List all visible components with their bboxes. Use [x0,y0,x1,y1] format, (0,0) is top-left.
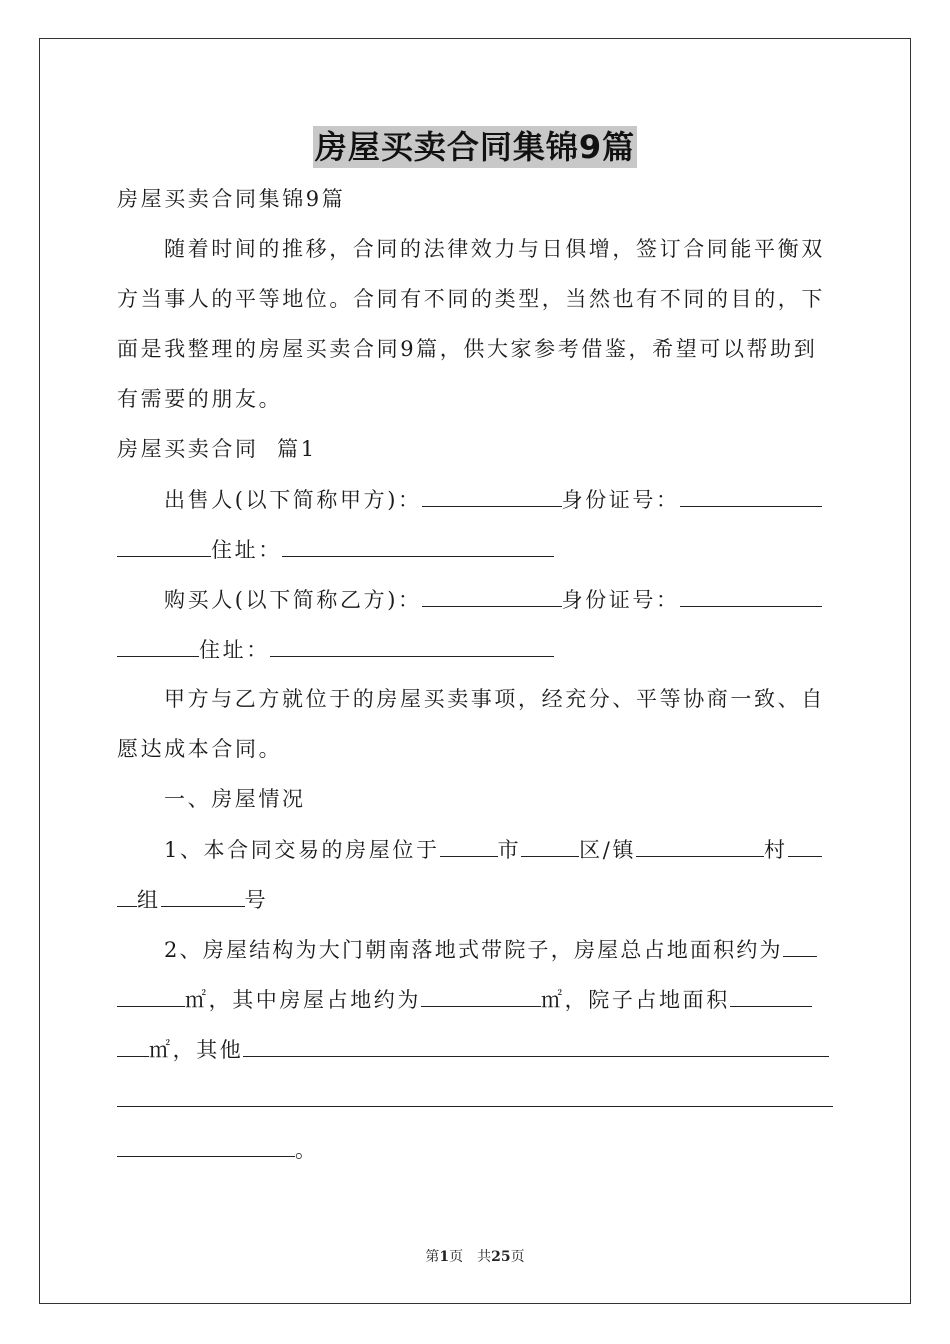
sqm-unit-1: ㎡ [185,988,209,1012]
item2-line-3 [117,1036,829,1063]
other-label: ，其他 [172,1038,244,1062]
buyer-address-line [117,636,554,663]
village-blank [636,836,764,857]
sqm-unit-3: ㎡ [149,1038,173,1062]
intro-line-4: 有需要的朋友。 [117,387,283,411]
footer-total-pages: 25 [491,1249,511,1265]
buyer-id-label: 身份证号： [561,588,680,612]
item2-line-4 [117,1086,833,1113]
other-blank-cont [117,1086,833,1107]
footer-page-prefix: 第 [425,1249,440,1265]
district-label: 区/镇 [579,838,637,862]
house-area-blank [421,986,541,1007]
seller-address-blank [282,536,554,557]
item2-line-2 [117,986,812,1013]
district-blank [521,836,579,857]
yard-area-blank-cont [117,1036,149,1057]
item1-line-2 [117,886,268,913]
intro-line-2: 方当事人的平等地位。合同有不同的类型，当然也有不同的目的，下 [117,287,825,311]
number-blank [161,886,245,907]
yard-area-label: ，院子占地面积 [564,988,730,1012]
other-blank [243,1036,829,1057]
buyer-id-blank [680,586,822,607]
page-border [39,38,911,1304]
total-area-blank-cont [117,986,185,1007]
group-blank-cont [117,886,137,907]
item1-line [164,836,822,863]
item1-prefix: 1、本合同交易的房屋位于 [164,838,440,862]
buyer-address-label: 住址： [199,638,270,662]
seller-id-blank [680,486,822,507]
buyer-address-blank [270,636,554,657]
footer-page-suffix: 页 [510,1249,525,1265]
city-label: 市 [497,838,522,862]
sqm-unit-2: ㎡ [541,988,565,1012]
yard-area-blank [730,986,812,1007]
buyer-id-blank-cont [117,636,199,657]
document-title: 房屋买卖合同集锦9篇 [314,128,636,166]
seller-id-label: 身份证号： [561,488,680,512]
seller-label: 出售人(以下简称甲方)： [164,488,422,512]
village-label: 村 [764,838,788,862]
agreement-line-1: 甲方与乙方就位于的房屋买卖事项，经充分、平等协商一致、自 [164,687,825,711]
buyer-line [164,586,822,613]
agreement-line-2: 愿达成本合同。 [117,737,283,761]
clause-heading: 一、房屋情况 [164,787,306,811]
total-area-blank [783,936,817,957]
document-subtitle: 房屋买卖合同集锦9篇 [117,187,346,211]
buyer-name-blank [422,586,562,607]
intro-line-1: 随着时间的推移，合同的法律效力与日俱增，签订合同能平衡双 [164,237,825,261]
seller-name-blank [422,486,562,507]
seller-line [164,486,822,513]
seller-address-line [117,536,554,563]
page-footer [0,1248,950,1266]
seller-id-blank-cont [117,536,211,557]
item2-line [164,936,817,963]
group-blank [788,836,822,857]
house-area-label: ，其中房屋占地约为 [208,988,422,1012]
end-mark: 。 [295,1138,319,1162]
city-blank [440,836,498,857]
item2-line-5 [117,1136,319,1163]
number-label: 号 [244,888,269,912]
item2-prefix: 2、房屋结构为大门朝南落地式带院子，房屋总占地面积约为 [164,938,783,962]
title-container [0,126,950,168]
intro-line-3: 面是我整理的房屋买卖合同9篇，供大家参考借鉴，希望可以帮助到 [117,337,818,361]
group-label: 组 [137,888,161,912]
footer-page-mid: 页 共 [449,1249,492,1265]
seller-address-label: 住址： [211,538,282,562]
other-blank-end [117,1136,295,1157]
section-heading: 房屋买卖合同 篇1 [117,437,317,461]
buyer-label: 购买人(以下简称乙方)： [164,588,422,612]
footer-page-number: 1 [439,1249,450,1265]
